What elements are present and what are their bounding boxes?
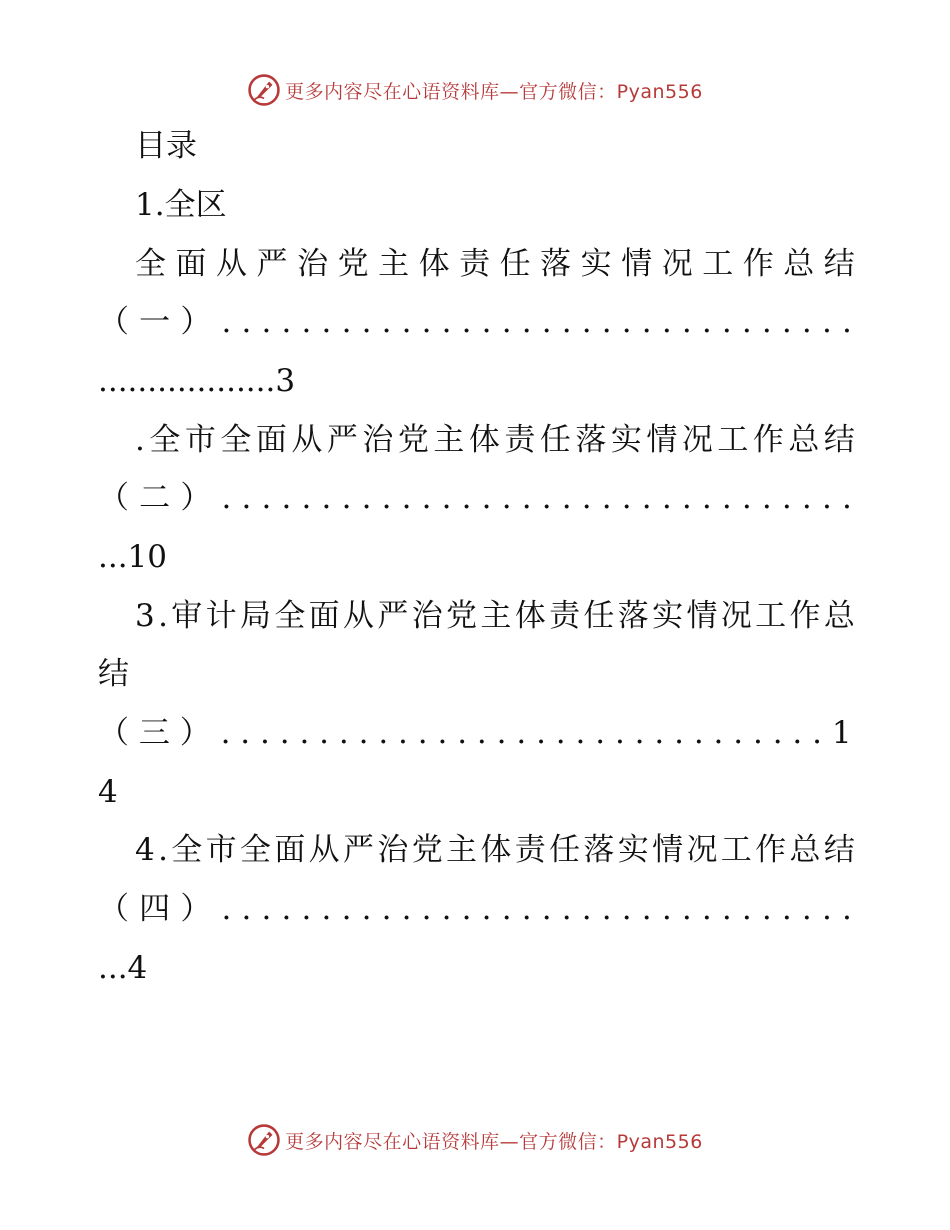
toc-entry-2-page: ...10 <box>98 539 168 575</box>
toc-entry-2-leader: （ 二 ） . . . . . . . . . . . . . . . . . . . . . . . . . . . . . . . . <box>98 480 852 516</box>
toc-entry-4-page: ...4 <box>98 950 148 986</box>
pen-nib-logo-icon <box>247 1123 281 1157</box>
toc-entry-4-title[interactable]: 4 . 全 市 全 面 从 严 治 党 主 体 责 任 落 实 情 况 工 作 总 结 <box>135 832 855 868</box>
toc-entry-3-leader: （ 三 ） . . . . . . . . . . . . . . . . . . . . . . . . . . . . . . . 1 <box>98 715 852 751</box>
watermark-text: 更多内容尽在心语资料库—官方微信：Pyan556 <box>285 80 703 103</box>
toc-entry-1-page: ..................3 <box>98 363 296 399</box>
footer-watermark <box>0 1120 950 1160</box>
toc-entry-3-page: 4 <box>98 774 118 810</box>
toc-entry-1-number[interactable]: 1.全区 <box>135 187 227 223</box>
watermark-text: 更多内容尽在心语资料库—官方微信：Pyan556 <box>285 1130 703 1153</box>
toc-entry-1-leader: （ 一 ） . . . . . . . . . . . . . . . . . . . . . . . . . . . . . . . . <box>98 304 852 340</box>
toc-entry-3-title-wrap[interactable]: 结 <box>98 656 129 692</box>
toc-entry-2-title[interactable]: . 全 市 全 面 从 严 治 党 主 体 责 任 落 实 情 况 工 作 总 结 <box>135 422 855 458</box>
toc-heading: 目录 <box>135 128 197 164</box>
toc-entry-4-leader: （ 四 ） . . . . . . . . . . . . . . . . . . . . . . . . . . . . . . . . <box>98 891 852 927</box>
toc-entry-3-title[interactable]: 3 . 审 计 局 全 面 从 严 治 党 主 体 责 任 落 实 情 况 工 作 总 <box>135 598 855 634</box>
toc-entry-1-title[interactable]: 全 面 从 严 治 党 主 体 责 任 落 实 情 况 工 作 总 结 <box>135 246 855 282</box>
